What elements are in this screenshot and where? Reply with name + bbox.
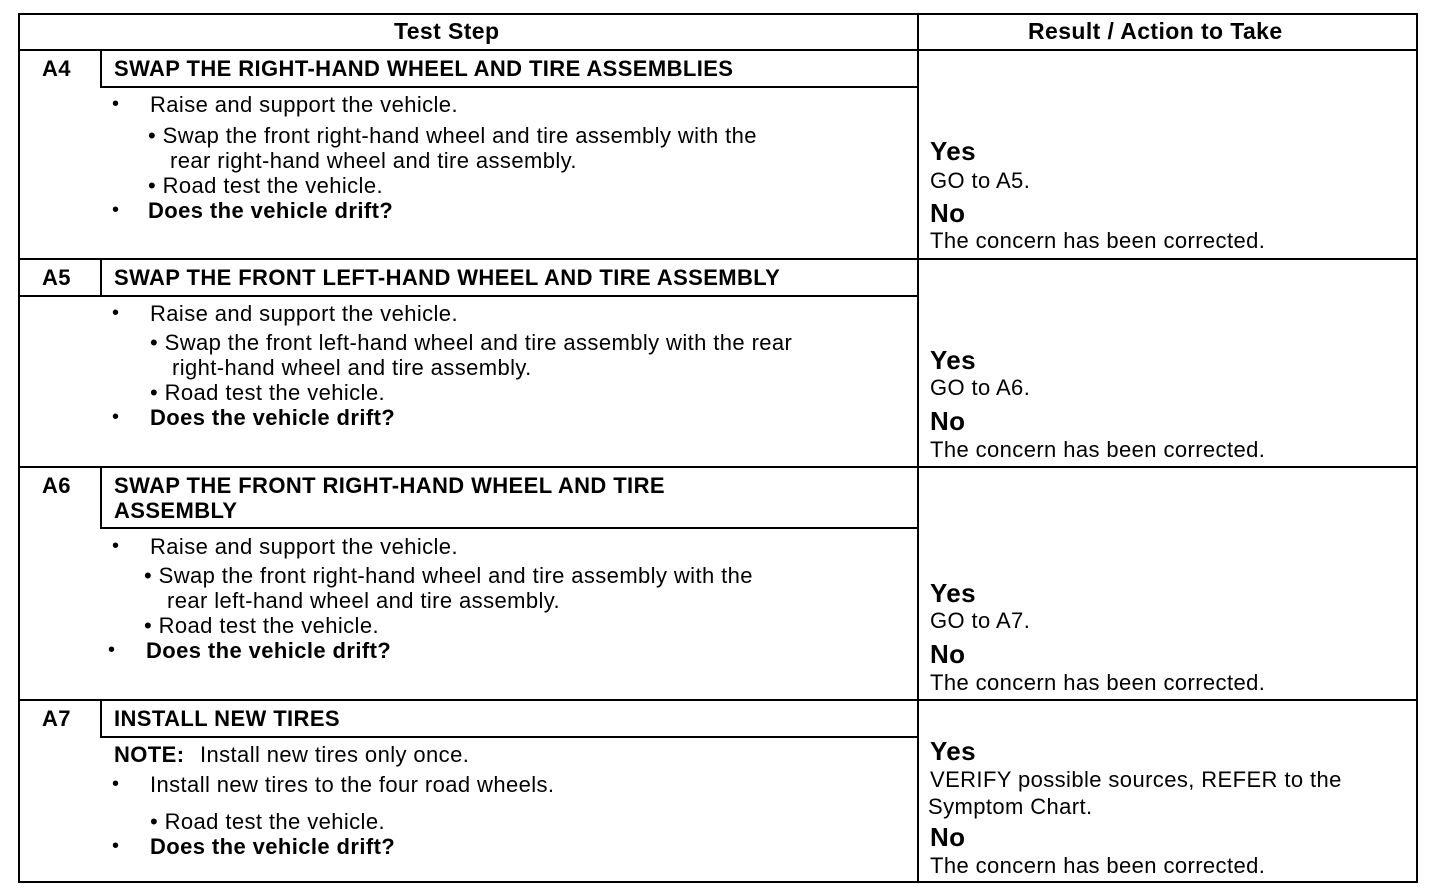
a5-title-rule [20,295,919,297]
a5-no-action: The concern has been corrected. [930,437,1266,462]
a4-no-action: The concern has been corrected. [930,228,1266,253]
a6-yes-label: Yes [930,578,977,608]
a4-end-rule [20,258,1416,260]
a7-line-2: • Road test the vehicle. [150,809,385,834]
a5-line-2: • Swap the front left-hand wheel and tire assembly with the rear [150,330,793,355]
bullet: • [112,535,120,557]
bullet: • [108,639,116,661]
id-divider-a7 [100,701,102,738]
a7-note-label: NOTE: [114,742,185,767]
bullet: • [112,302,120,324]
a5-line-4: • Road test the vehicle. [150,380,385,405]
a7-no-action: The concern has been corrected. [930,853,1266,878]
a7-yes-label: Yes [930,736,977,766]
a7-yes-action-line1: VERIFY possible sources, REFER to the [930,767,1342,792]
a4-title-rule [100,86,919,88]
step-title-a7: INSTALL NEW TIRES [114,706,340,731]
step-id-a4: A4 [42,56,71,81]
step-title-a4: SWAP THE RIGHT-HAND WHEEL AND TIRE ASSEMBLIES [114,56,734,81]
bullet: • [112,406,120,428]
a5-end-rule [20,466,1416,468]
a5-line-3: right-hand wheel and tire assembly. [172,355,532,380]
header-rule [20,49,1416,51]
step-id-a5: A5 [42,265,71,290]
bullet: • [112,773,120,795]
a5-yes-action: GO to A6. [930,375,1031,400]
header-test-step: Test Step [394,18,500,44]
a4-no-label: No [930,198,966,228]
a6-title-rule [100,527,919,529]
bullet: • [112,199,120,221]
a5-no-label: No [930,406,966,436]
a7-line-1: Install new tires to the four road wheels. [150,772,555,797]
step-title-a6-line2: ASSEMBLY [114,498,238,523]
a7-no-label: No [930,822,966,852]
a6-end-rule [20,699,1416,701]
a7-question: Does the vehicle drift? [150,834,396,859]
id-divider-a4 [100,51,102,88]
column-divider [917,15,919,881]
a4-line-4: • Road test the vehicle. [148,173,383,198]
step-id-a7: A7 [42,706,71,731]
a6-line-3: rear left-hand wheel and tire assembly. [167,588,561,613]
a5-yes-label: Yes [930,345,977,375]
id-divider-a6 [100,468,102,529]
bullet: • [112,93,120,115]
a4-line-3: rear right-hand wheel and tire assembly. [170,148,577,173]
step-title-a5: SWAP THE FRONT LEFT-HAND WHEEL AND TIRE ASSEMBLY [114,265,781,290]
a4-question: Does the vehicle drift? [148,198,394,223]
a7-title-rule [100,736,919,738]
a4-yes-action: GO to A5. [930,168,1031,193]
bullet: • [112,835,120,857]
a6-line-1: Raise and support the vehicle. [150,534,458,559]
a5-line-1: Raise and support the vehicle. [150,301,458,326]
id-divider-a5 [100,260,102,297]
a6-yes-action: GO to A7. [930,608,1031,633]
a6-no-label: No [930,639,966,669]
a6-line-4: • Road test the vehicle. [144,613,379,638]
a6-line-2: • Swap the front right-hand wheel and tire assembly with the [144,563,753,588]
step-title-a6-line1: SWAP THE FRONT RIGHT-HAND WHEEL AND TIRE [114,473,665,498]
a6-no-action: The concern has been corrected. [930,670,1266,695]
a5-question: Does the vehicle drift? [150,405,396,430]
a6-question: Does the vehicle drift? [146,638,392,663]
a4-yes-label: Yes [930,136,977,166]
a7-note-text: Install new tires only once. [200,742,470,767]
a4-line-1: Raise and support the vehicle. [150,92,458,117]
diagnostic-table [18,13,1418,883]
header-result: Result / Action to Take [1028,18,1283,44]
a4-line-2: • Swap the front right-hand wheel and tire assembly with the [148,123,757,148]
step-id-a6: A6 [42,473,71,498]
a7-yes-action-line2: Symptom Chart. [928,794,1093,819]
